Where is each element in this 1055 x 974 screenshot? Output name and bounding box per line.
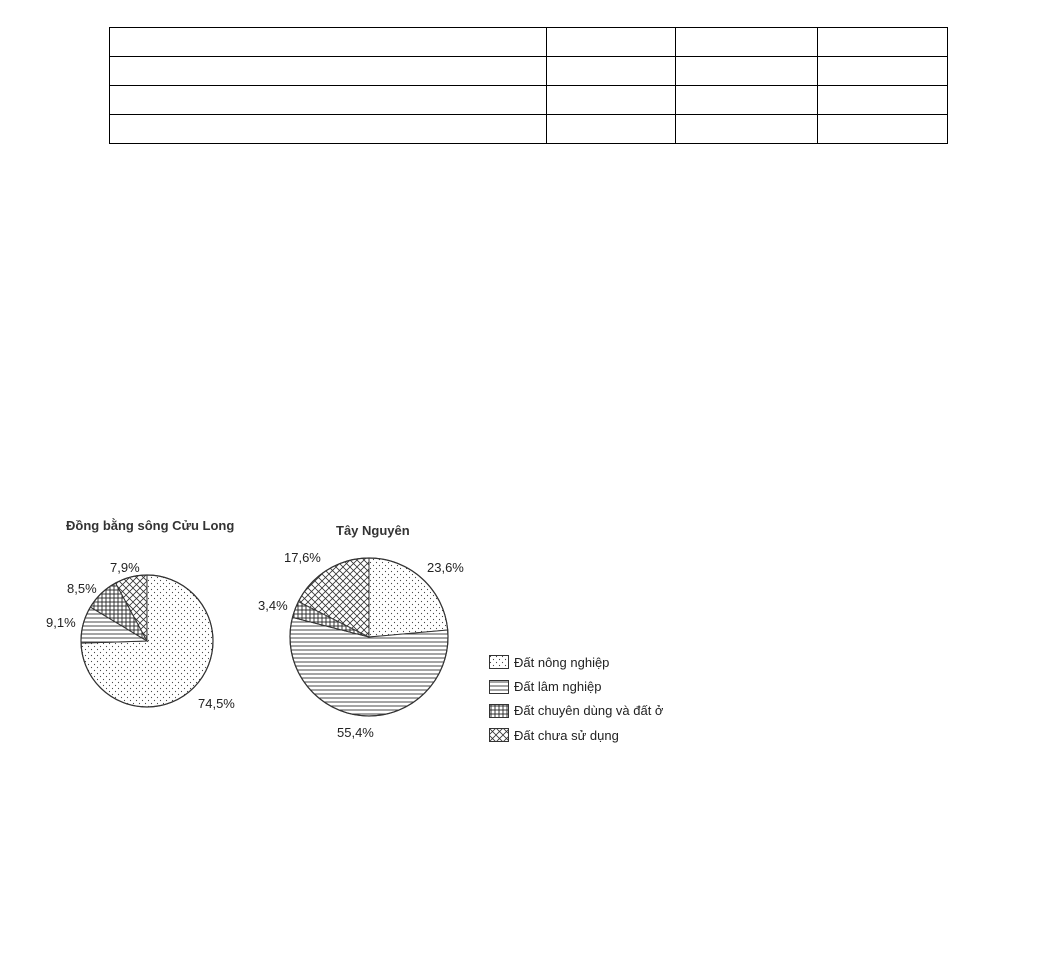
pie-data-label: 17,6% <box>284 550 321 565</box>
legend-swatch-dots <box>489 655 509 669</box>
pie-data-label: 7,9% <box>110 560 140 575</box>
legend-label: Đất chưa sử dụng <box>514 727 619 743</box>
legend-label: Đất lâm nghiệp <box>514 679 602 695</box>
pie-data-label: 9,1% <box>46 615 76 630</box>
legend-item-dat-chuyen-dung <box>489 699 663 723</box>
chart-title-dbscl: Đồng bằng sông Cửu Long <box>66 518 235 533</box>
pie-data-label: 74,5% <box>198 696 235 711</box>
chart-title-tay-nguyen: Tây Nguyên <box>336 523 410 538</box>
legend-swatch-hlines <box>489 680 509 694</box>
legend-swatch-cross <box>489 728 509 742</box>
legend-swatch-grid <box>489 704 509 718</box>
pie-data-label: 8,5% <box>67 581 97 596</box>
legend <box>489 650 663 748</box>
legend-label: Đất chuyên dùng và đất ở <box>514 703 664 719</box>
legend-item-dat-lam-nghiep <box>489 674 663 698</box>
legend-label: Đất nông nghiệp <box>514 654 610 670</box>
legend-item-dat-nong-nghiep <box>489 650 663 674</box>
pie-data-label: 55,4% <box>337 725 374 740</box>
pie-data-label: 23,6% <box>427 560 464 575</box>
legend-item-dat-chua-su-dung <box>489 723 663 747</box>
pie-data-label: 3,4% <box>258 598 288 613</box>
